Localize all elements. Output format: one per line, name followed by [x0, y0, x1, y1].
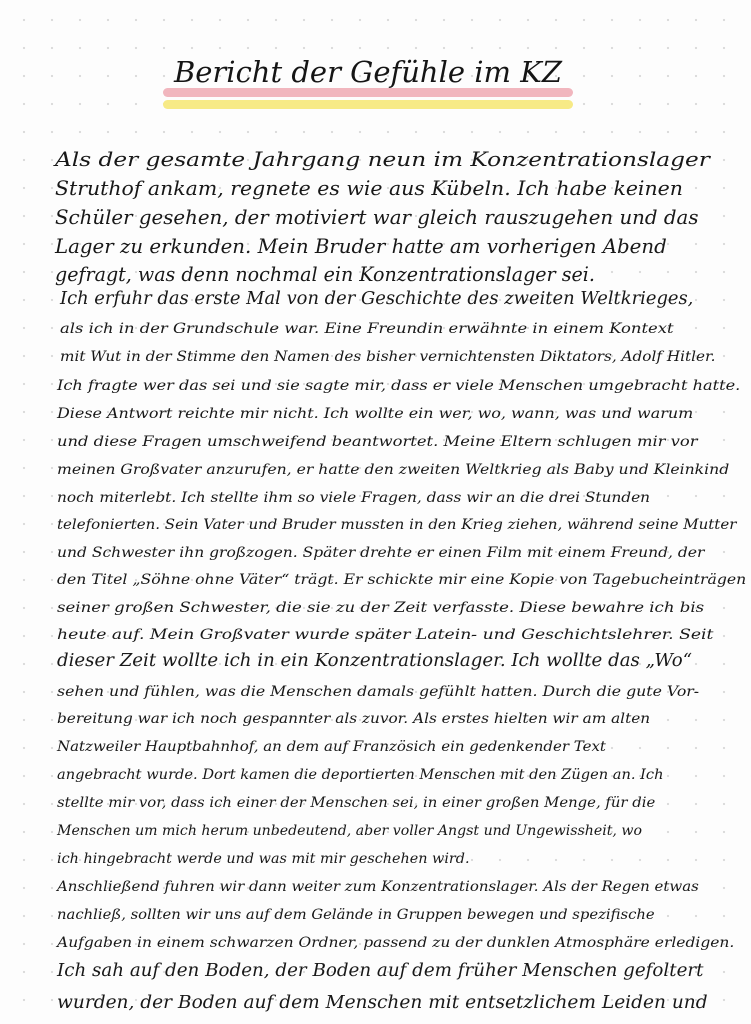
text-line: noch miterlebt. Ich stellte ihm so viele Fragen, dass wir an die drei Stunden: [57, 490, 651, 506]
text-line: Ich erfuhr das erste Mal von der Geschichte des zweiten Weltkrieges,: [60, 289, 694, 309]
text-line: Menschen um mich herum unbedeutend, aber voller Angst und Ungewissheit, wo: [57, 823, 642, 839]
text-line: Aufgaben in einem schwarzen Ordner, passend zu der dunklen Atmosphäre erledigen.: [57, 935, 735, 951]
text-line: meinen Großvater anzurufen, er hatte den zweiten Weltkrieg als Baby und Kleinkind: [57, 462, 730, 478]
text-line: und diese Fragen umschweifend beantwortet. Meine Eltern schlugen mir vor: [57, 434, 698, 450]
text-line: bereitung war ich noch gespannter als zuvor. Als erstes hielten wir am alten: [57, 711, 651, 727]
text-line: den Titel „Söhne ohne Väter“ trägt. Er schickte mir eine Kopie von Tagebucheinträgen: [57, 572, 747, 588]
text-line: Diese Antwort reichte mir nicht. Ich wollte ein wer, wo, wann, was und warum: [57, 406, 694, 422]
text-line: und Schwester ihn großzogen. Später drehte er einen Film mit einem Freund, der: [57, 545, 705, 561]
text-line: Schüler gesehen, der motiviert war gleich rauszugehen und das: [55, 206, 699, 229]
text-line: mit Wut in der Stimme den Namen des bisher vernichtensten Diktators, Adolf Hitler.: [60, 349, 716, 365]
text-line: Natzweiler Hauptbahnhof, an dem auf Französich ein gedenkender Text: [57, 739, 606, 755]
text-line: angebracht wurde. Dort kamen die deportierten Menschen mit den Zügen an. Ich: [57, 767, 664, 783]
text-line: Lager zu erkunden. Mein Bruder hatte am vorherigen Abend: [55, 235, 667, 258]
text-line: ich hingebracht werde und was mit mir geschehen wird.: [57, 851, 470, 867]
text-line: Anschließend fuhren wir dann weiter zum Konzentrationslager. Als der Regen etwas: [57, 879, 699, 895]
text-line: wurden, der Boden auf dem Menschen mit entsetzlichem Leiden und: [57, 993, 708, 1013]
text-line: gefragt, was denn nochmal ein Konzentrationslager sei.: [55, 263, 595, 286]
text-line: sehen und fühlen, was die Menschen damals gefühlt hatten. Durch die gute Vor-: [57, 684, 700, 700]
text-line: heute auf. Mein Großvater wurde später Latein- und Geschichtslehrer. Seit: [57, 627, 714, 643]
text-line: nachließ, sollten wir uns auf dem Gelände in Gruppen bewegen und spezifische: [57, 907, 655, 923]
text-line: Struthof ankam, regnete es wie aus Kübeln. Ich habe keinen: [55, 177, 683, 200]
text-line: als ich in der Grundschule war. Eine Freundin erwähnte in einem Kontext: [60, 321, 674, 337]
text-line: stellte mir vor, dass ich einer der Menschen sei, in einer großen Menge, für die: [57, 795, 656, 811]
text-line: Ich sah auf den Boden, der Boden auf dem früher Menschen gefoltert: [57, 961, 704, 981]
text-line: dieser Zeit wollte ich in ein Konzentrationslager. Ich wollte das „Wo“: [57, 651, 693, 671]
text-line: telefonierten. Sein Vater und Bruder mussten in den Krieg ziehen, während seine Mutter: [57, 517, 737, 533]
text-line: seiner großen Schwester, die sie zu der Zeit verfasste. Diese bewahre ich bis: [57, 600, 705, 616]
text-line: Als der gesamte Jahrgang neun im Konzentrationslager: [55, 148, 710, 171]
text-line: Ich fragte wer das sei und sie sagte mir, dass er viele Menschen umgebracht hatte.: [57, 378, 741, 394]
page-title: Bericht der Gefühle im KZ: [173, 55, 563, 89]
